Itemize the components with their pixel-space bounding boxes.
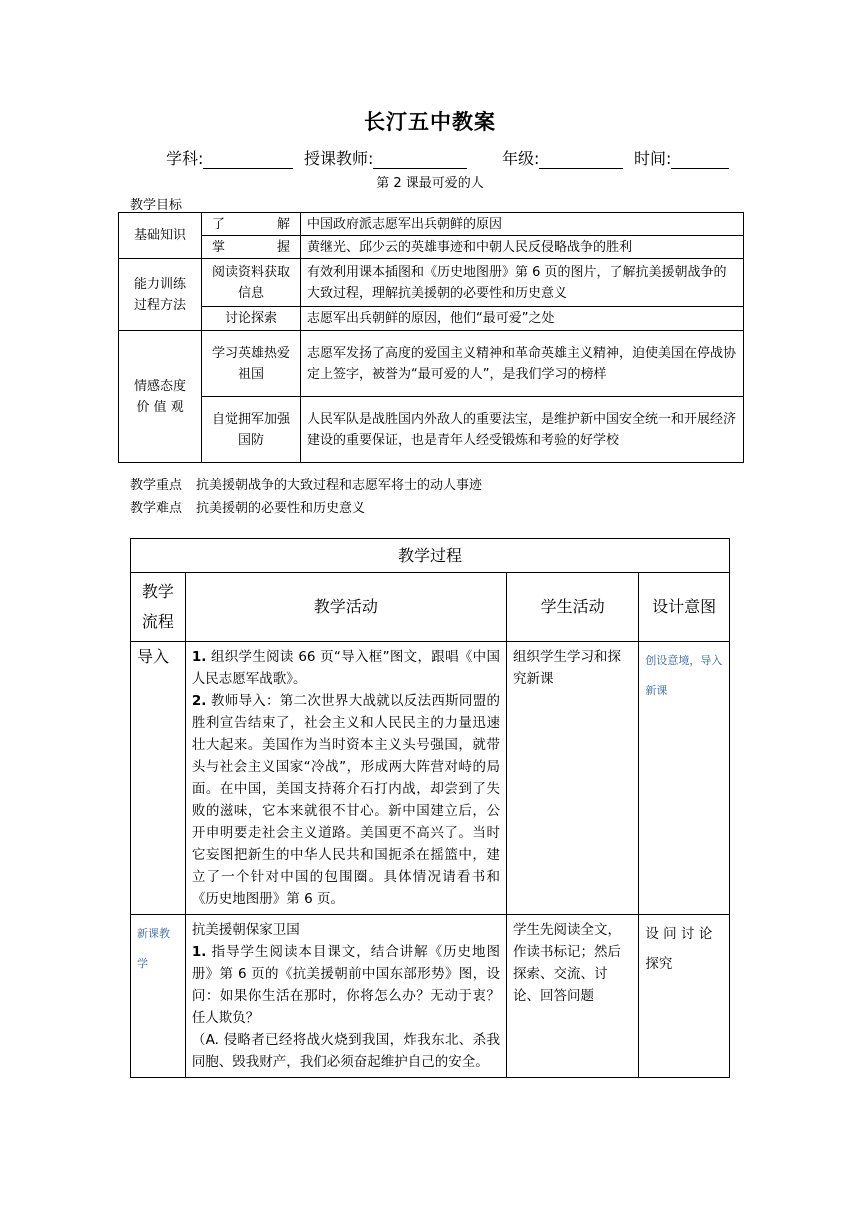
goals-table (118, 212, 744, 463)
goal-content: 人民军队是战胜国内外敌人的重要法宝，是维护新中国安全统一和开展经济建设的重要保证，也是青年人经受锻炼和考验的好学校 (301, 397, 744, 463)
student-cell: 学生先阅读全文，作读书标记；然后探索、交流、讨论、回答问题 (506, 915, 638, 1078)
activity-cell (185, 642, 506, 915)
subject-blank (203, 150, 293, 169)
teacher-blank (373, 150, 467, 169)
goal-method: 讨论探索 (202, 307, 301, 331)
flow-cell: 导入 (131, 642, 186, 915)
activity-para: 1. 指导学生阅读本目课文，结合讲解《历史地图册》第 6 页的《抗美援朝前中国东部形势》图，设问：如果你生活在那时，你将怎么办？无动于衷？任人欺负？ (191, 944, 500, 1026)
goal-content: 志愿军出兵朝鲜的原因，他们“最可爱”之处 (301, 307, 744, 331)
activity-para: （A. 侵略者已经将战火烧到我国，炸我东北、杀我同胞、毁我财产，我们必须奋起维护自己的安全。 (191, 1032, 500, 1070)
process-row (131, 915, 730, 1078)
intent-cell: 创设意境，导入新课 (639, 642, 730, 915)
teacher-field (304, 146, 467, 168)
goals-label: 教学目标 (130, 198, 183, 213)
goals-row (119, 331, 744, 397)
page-title: 长汀五中教案 (364, 110, 496, 134)
difficulty-label: 教学难点 (130, 501, 183, 516)
time-field (634, 146, 729, 168)
difficulty-line (130, 497, 365, 516)
process-header-row (131, 573, 730, 642)
goals-row (119, 236, 744, 259)
goal-content: 志愿军发扬了高度的爱国主义精神和革命英雄主义精神，迫使美国在停战协定上签字，被誉为“最可爱的人”，是我们学习的榜样 (301, 331, 744, 397)
goal-level: 掌 握 (202, 236, 301, 259)
grade-blank (539, 150, 623, 169)
activity-heading: 抗美援朝保家卫国 (191, 922, 300, 938)
intent-cell: 设 问 讨 论 探究 (639, 915, 730, 1078)
activity-para: 1. 组织学生阅读 66 页“导入框”图文，跟唱《中国人民志愿军战歌》。 (191, 649, 500, 687)
teacher-label: 授课教师: (304, 149, 374, 168)
flow-cell: 新课教学 (131, 915, 186, 1078)
activity-cell (185, 915, 506, 1078)
lesson-title: 第 2 课最可爱的人 (376, 176, 484, 191)
activity-para: 2. 教师导入：第二次世界大战就以反法西斯同盟的胜利宣告结束了，社会主义和人民民主的力量迅速壮大起来。美国作为当时资本主义头号强国，就带头与社会主义国家“冷战”，形成两大阵营对峙的局面。在中国，美国支持蒋介石打内战，却尝到了失败的滋味，它本来就很不甘心。新中国建立后，公开申明要走社会主义道路。美国更不高兴了。当时它妄图把新生的中华人民共和国扼杀在摇篮中，建立了一个针对中国的包围圈。具体情况请看书和《历史地图册》第 6 页。 (191, 693, 500, 907)
header-activity: 教学活动 (185, 573, 506, 642)
header-flow: 教学 流程 (131, 573, 186, 642)
goal-category: 能力训练 过程方法 (119, 259, 202, 331)
focus-line (130, 474, 482, 493)
header-student: 学生活动 (506, 573, 638, 642)
process-title: 教学过程 (131, 539, 730, 573)
goal-category: 情感态度 价 值 观 (119, 331, 202, 463)
goals-row (119, 397, 744, 463)
goal-method: 阅读资料获取 信息 (202, 259, 301, 307)
goal-method: 学习英雄热爱 祖国 (202, 331, 301, 397)
focus-text: 抗美援朝战争的大致过程和志愿军将士的动人事迹 (196, 478, 483, 493)
student-cell: 组织学生学习和探究新课 (506, 642, 638, 915)
goal-content: 有效利用课本插图和《历史地图册》第 6 页的图片，了解抗美援朝战争的大致过程，理解抗美援朝的必要性和历史意义 (301, 259, 744, 307)
process-title-row (131, 539, 730, 573)
goals-row (119, 307, 744, 331)
grade-label: 年级: (502, 149, 540, 168)
goal-content: 中国政府派志愿军出兵朝鲜的原因 (301, 213, 744, 236)
goal-method: 自觉拥军加强 国防 (202, 397, 301, 463)
goal-level: 了 解 (202, 213, 301, 236)
subject-field (166, 146, 293, 168)
time-blank (671, 150, 729, 169)
goal-category: 基础知识 (119, 213, 202, 259)
goals-row (119, 259, 744, 307)
process-table (130, 538, 730, 1078)
subject-label: 学科: (166, 149, 204, 168)
focus-label: 教学重点 (130, 478, 183, 493)
time-label: 时间: (634, 149, 672, 168)
goals-row (119, 213, 744, 236)
header-intent: 设计意图 (639, 573, 730, 642)
goal-content: 黄继光、邱少云的英雄事迹和中朝人民反侵略战争的胜利 (301, 236, 744, 259)
process-row (131, 642, 730, 915)
difficulty-text: 抗美援朝的必要性和历史意义 (196, 501, 366, 516)
grade-field (502, 146, 623, 168)
